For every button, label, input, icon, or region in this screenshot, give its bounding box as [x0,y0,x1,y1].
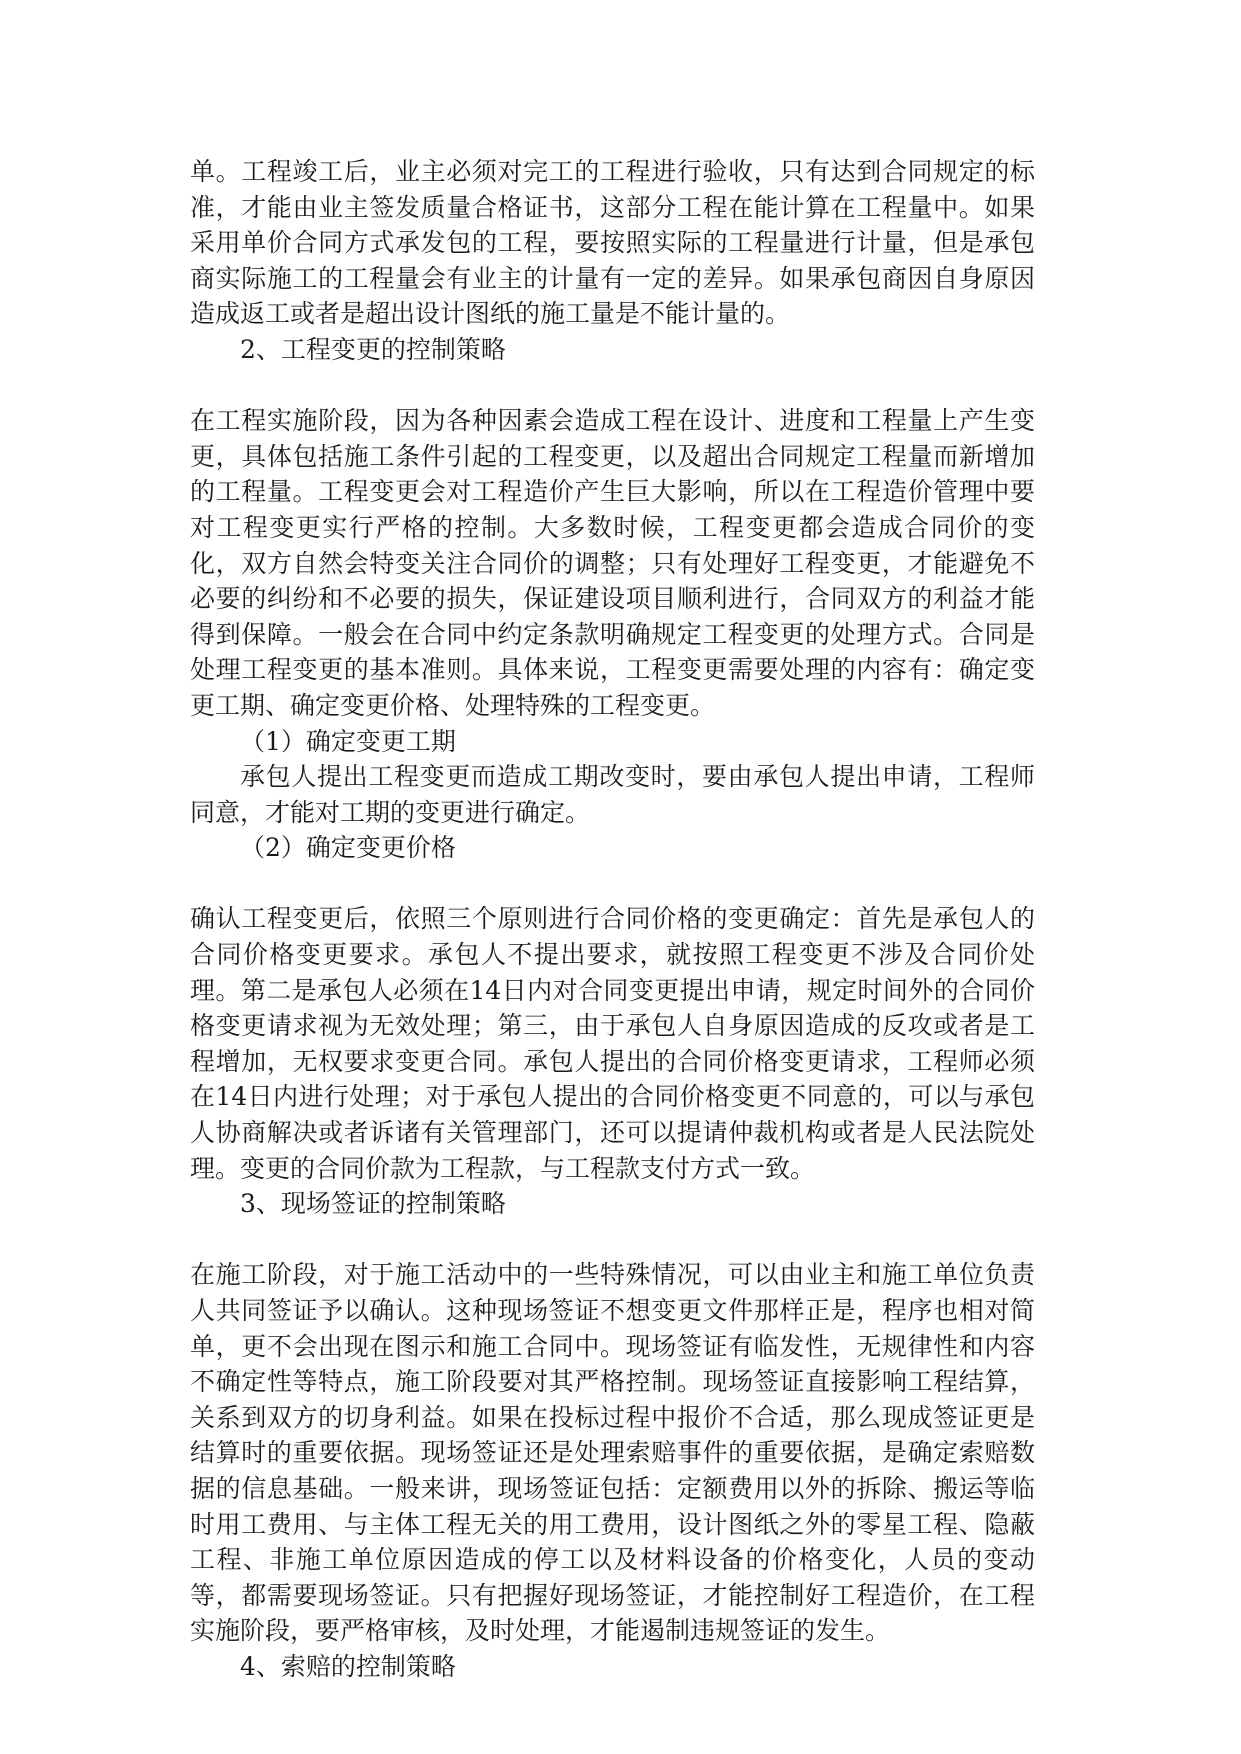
section-heading-change-control: 2、工程变更的控制策略 [240,334,506,364]
paragraph-continued-text: 单。工程竣工后，业主必须对完工的工程进行验收，只有达到合同规定的标准，才能由业主签发质量合格证书，这部分工程在能计算在工程量中。如果采用单价合同方式承发包的工程，要按照实际的工程量进行计量，但是承包商实际施工的工程量会有业主的计量有一定的差异。如果承包商因自身原因造成返工或者是超出设计图纸的施工量是不能计量的。 [190,157,1035,329]
paragraph-change-duration: 承包人提出工程变更而造成工期改变时，要由承包人提出申请，工程师同意，才能对工期的变更进行确定。 [190,762,1035,827]
section-heading-site-visa: 3、现场签证的控制策略 [240,1189,506,1219]
paragraph-change-price: 确认工程变更后，依照三个原则进行合同价格的变更确定：首先是承包人的合同价格变更要求。承包人不提出要求，就按照工程变更不涉及合同价处理。第二是承包人必须在14日内对合同变更提出申请，规定时间外的合同价格变更请求视为无效处理；第三，由于承包人自身原因造成的反攻或者是工程增加，无权要求变更合同。承包人提出的合同价格变更请求，工程师必须在14日内进行处理；对于承包人提出的合同价格变更不同意的，可以与承包人协商解决或者诉诸有关管理部门，还可以提请仲裁机构或者是人民法院处理。变更的合同价款为工程款，与工程款支付方式一致。 [190,904,1035,1183]
subheading-change-duration: （1）确定变更工期 [240,726,456,756]
subheading-change-price: （2）确定变更价格 [240,833,456,863]
paragraph-change-overview: 在工程实施阶段，因为各种因素会造成工程在设计、进度和工程量上产生变更，具体包括施工条件引起的工程变更，以及超出合同规定工程量而新增加的工程量。工程变更会对工程造价产生巨大影响，所以在工程造价管理中要对工程变更实行严格的控制。大多数时候，工程变更都会造成合同价的变化，双方自然会特变关注合同价的调整；只有处理好工程变更，才能避免不必要的纠纷和不必要的损失，保证建设项目顺利进行，合同双方的利益才能得到保障。一般会在合同中约定条款明确规定工程变更的处理方式。合同是处理工程变更的基本准则。具体来说，工程变更需要处理的内容有：确定变更工期、确定变更价格、处理特殊的工程变更。 [190,406,1035,720]
paragraph-site-visa: 在施工阶段，对于施工活动中的一些特殊情况，可以由业主和施工单位负责人共同签证予以确认。这种现场签证不想变更文件那样正是，程序也相对简单，更不会出现在图示和施工合同中。现场签证有临发性，无规律性和内容不确定性等特点，施工阶段要对其严格控制。现场签证直接影响工程结算，关系到双方的切身利益。如果在投标过程中报价不合适，那么现成签证更是结算时的重要依据。现场签证还是处理索赔事件的重要依据，是确定索赔数据的信息基础。一般来讲，现场签证包括：定额费用以外的拆除、搬运等临时用工费用、与主体工程无关的用工费用，设计图纸之外的零星工程、隐蔽工程、非施工单位原因造成的停工以及材料设备的价格变化，人员的变动等，都需要现场签证。只有把握好现场签证，才能控制好工程造价，在工程实施阶段，要严格审核，及时处理，才能遏制违规签证的发生。 [190,1260,1035,1646]
section-heading-claims: 4、索赔的控制策略 [240,1651,456,1681]
document-body [190,154,1035,1685]
